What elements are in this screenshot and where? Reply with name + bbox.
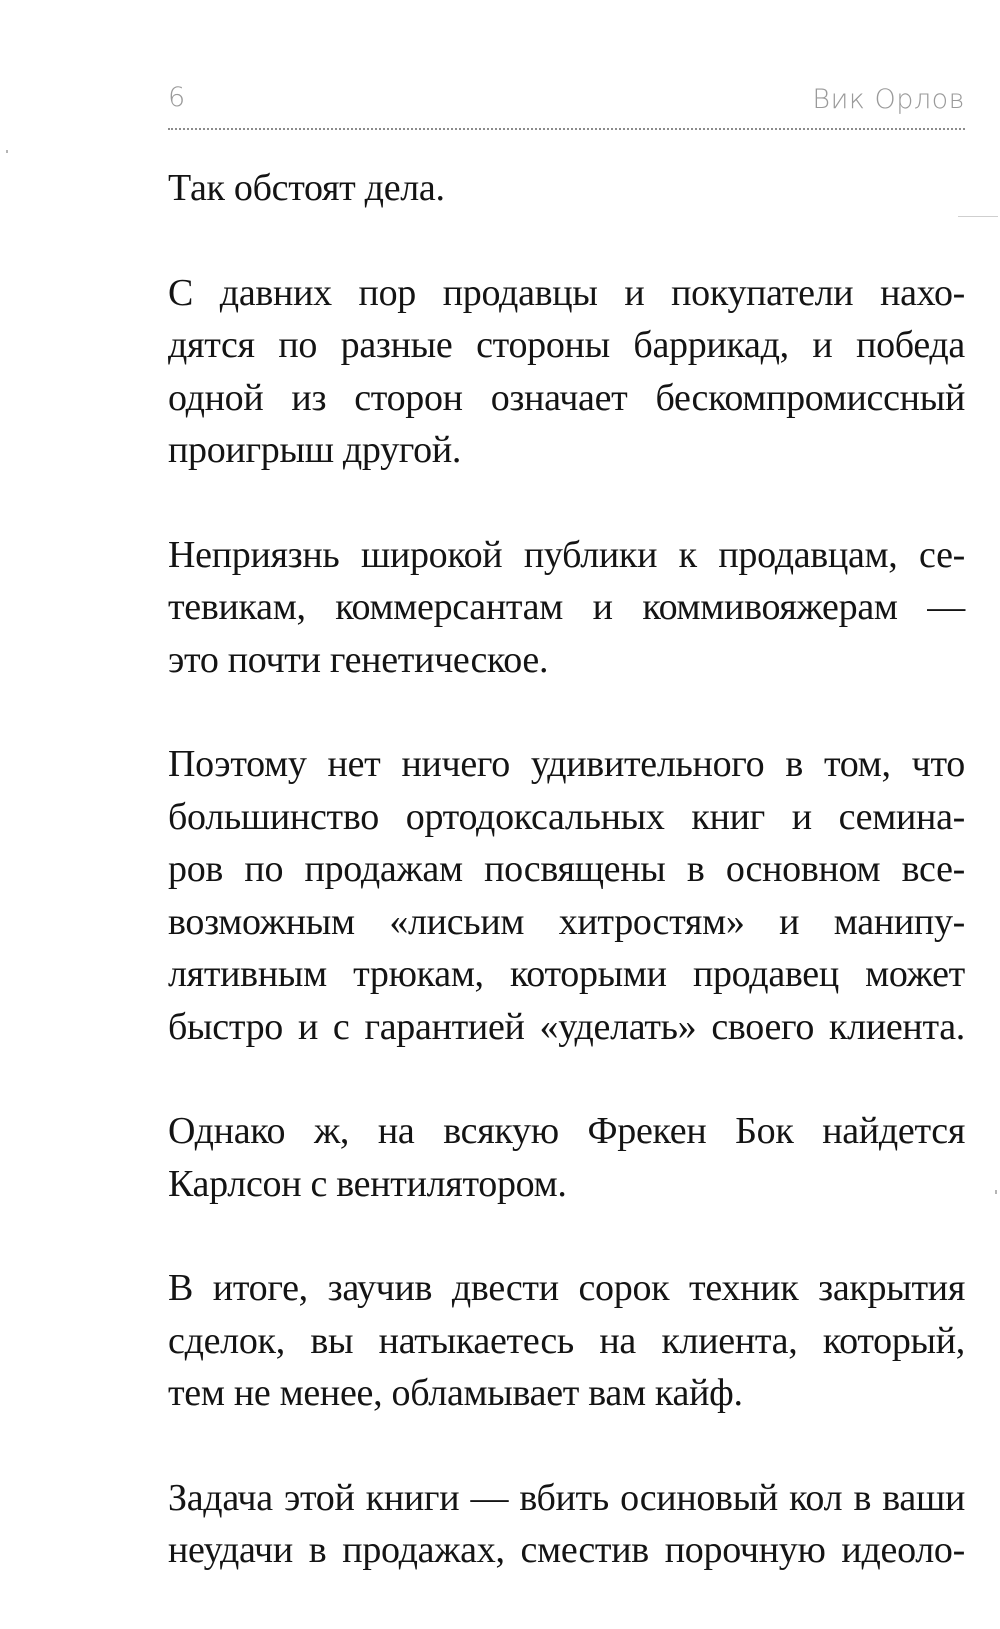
paragraph-6 xyxy=(168,1262,965,1420)
text-line: ров по продажам посвящены в основном все- xyxy=(168,848,965,890)
text-line: Поэтому нет ничего удивительного в том, что xyxy=(168,743,965,785)
text-line: возможным «лисьим хитростям» и манипу- xyxy=(168,900,965,943)
body-text xyxy=(168,162,965,1629)
paragraph-7 xyxy=(168,1472,965,1577)
paragraph-5 xyxy=(168,1105,965,1210)
page-header xyxy=(168,80,965,128)
text-line: быстро и с гарантией «уделать» своего клиента. xyxy=(168,1005,965,1048)
text-line: В итоге, заучив двести сорок техник закрытия xyxy=(168,1267,965,1309)
text-line: Карлсон с вентилятором. xyxy=(168,1162,567,1205)
text-line: сделок, вы натыкаетесь на клиента, который, xyxy=(168,1319,965,1362)
scan-speck xyxy=(995,1190,997,1194)
text-line: проигрыш другой. xyxy=(168,429,462,471)
text-line: С давних пор продавцы и покупатели нахо- xyxy=(168,271,965,314)
paragraph-2 xyxy=(168,267,965,477)
header-rule xyxy=(168,128,965,130)
text-line: Однако ж, на всякую Фрекен Бок найдется xyxy=(168,1110,965,1152)
paragraph-3 xyxy=(168,529,965,687)
scan-speck xyxy=(6,150,8,153)
paragraph-1 xyxy=(168,162,965,215)
paragraph-4 xyxy=(168,738,965,1053)
text-line: Задача этой книги — вбить осиновый кол в ваши xyxy=(168,1476,965,1519)
text-line: дятся по разные стороны баррикад, и победа xyxy=(168,324,965,366)
text-line: это почти генетическое. xyxy=(168,638,549,681)
text-line: тем не менее, обламывает вам кайф. xyxy=(168,1372,743,1414)
text-line: тевикам, коммерсантам и коммивояжерам — xyxy=(168,586,965,628)
scan-speck xyxy=(958,216,998,217)
text-line: Так обстоят дела. xyxy=(168,167,445,209)
text-line: лятивным трюкам, которыми продавец может xyxy=(168,953,965,995)
running-head-author: Вик Орлов xyxy=(812,84,965,115)
text-line: Неприязнь широкой публики к продавцам, се- xyxy=(168,533,965,576)
text-line: неудачи в продажах, сместив порочную идеоло- xyxy=(168,1529,965,1571)
text-line: большинство ортодоксальных книг и семина- xyxy=(168,795,965,838)
page-number: 6 xyxy=(168,82,186,113)
text-line: одной из сторон означает бескомпромиссный xyxy=(168,376,965,419)
